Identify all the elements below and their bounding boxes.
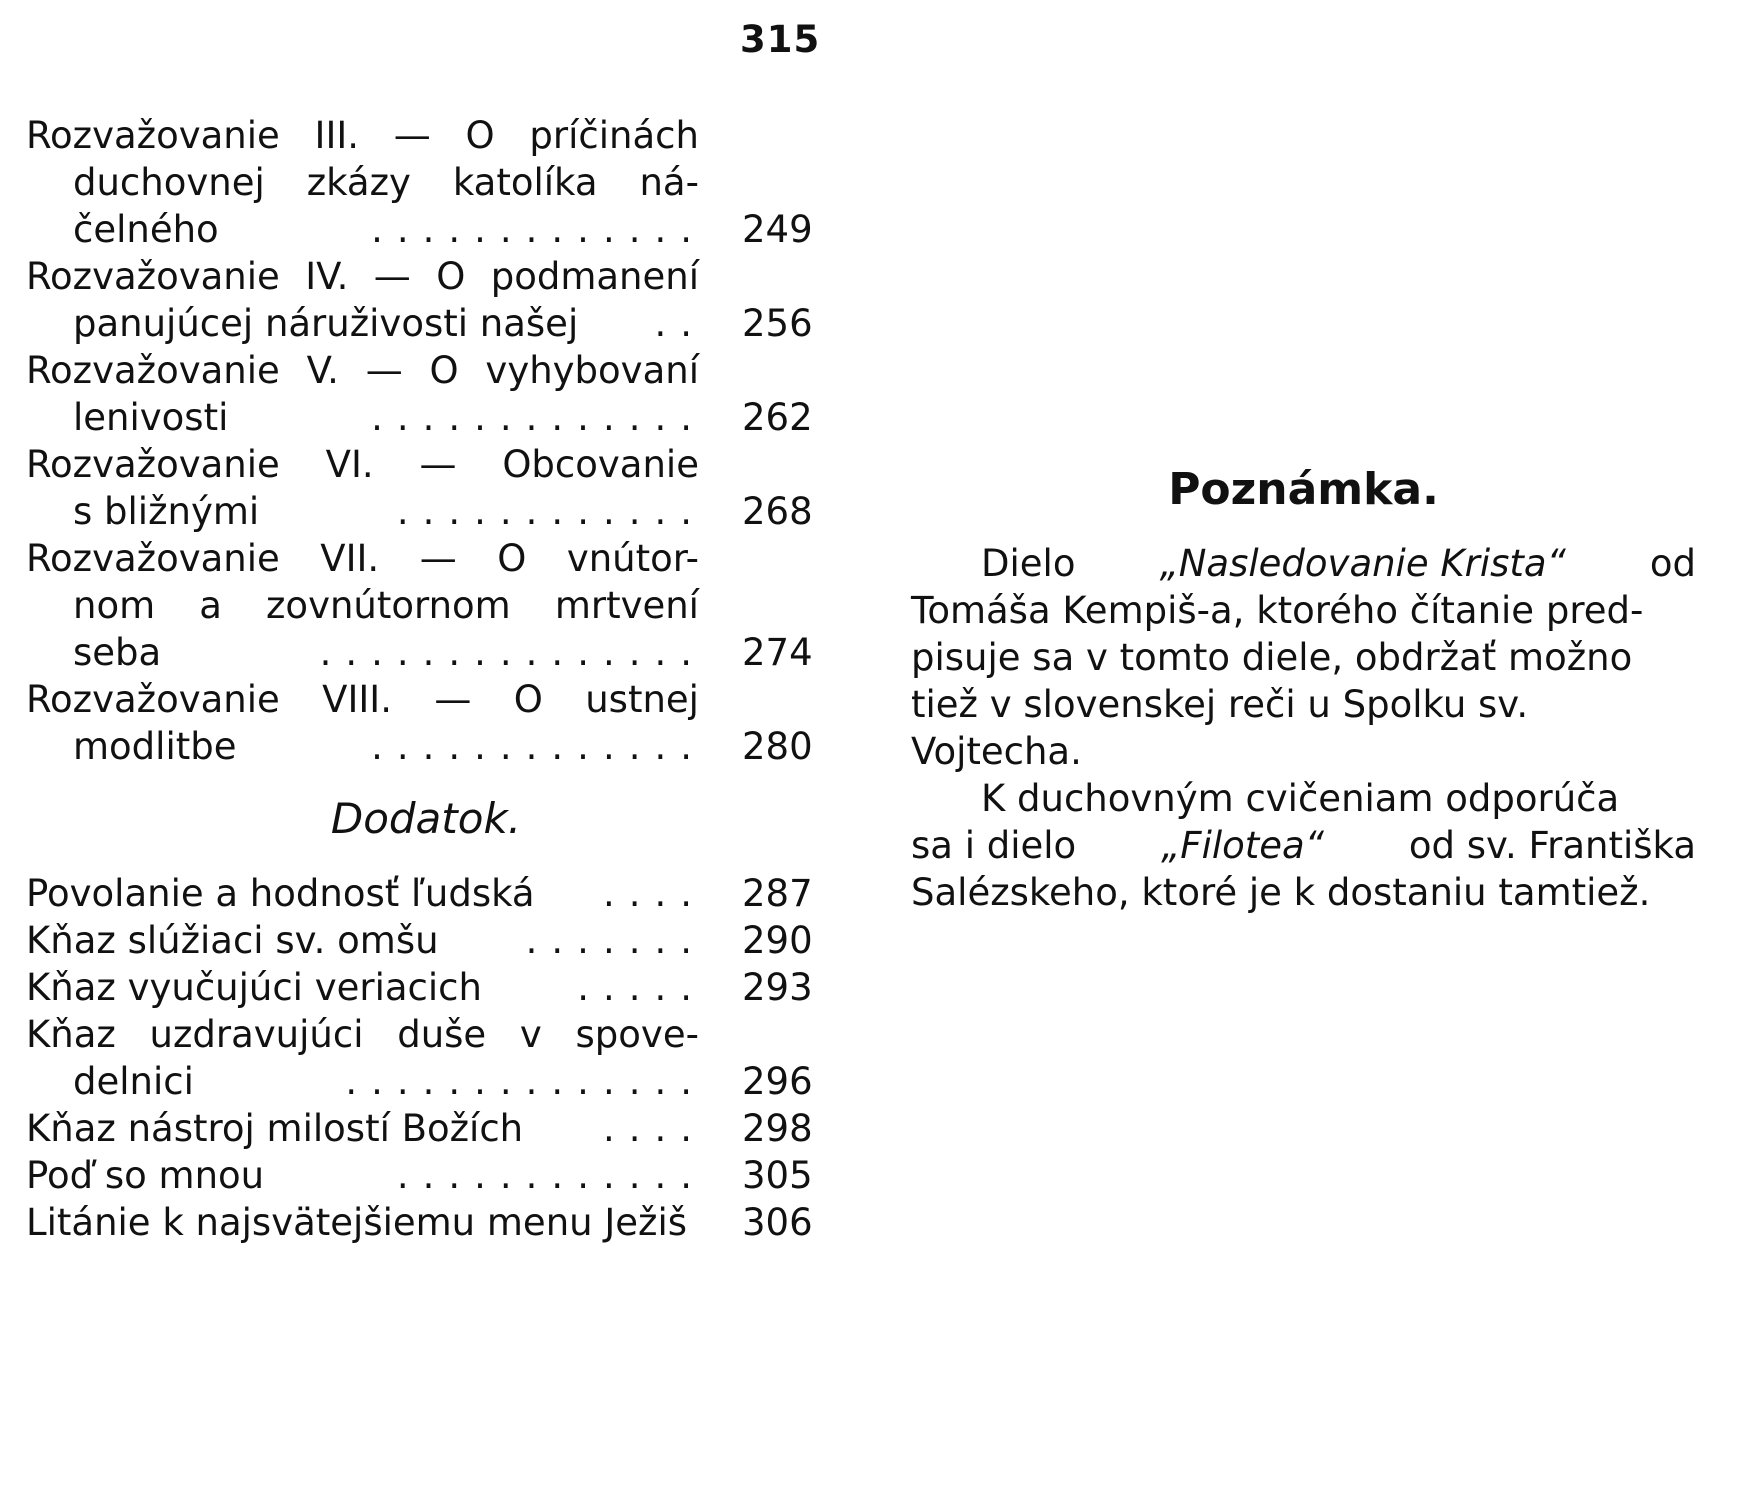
note-line: [911, 775, 1696, 822]
toc-entry: [26, 917, 826, 964]
toc-entry: [26, 535, 826, 676]
toc-entry-line: [26, 676, 826, 723]
toc-entry-text: duchovnej zkázy katolíka ná-: [73, 161, 699, 204]
toc-entry-line: [26, 112, 826, 159]
toc-entry-line: [26, 1011, 826, 1058]
toc-page-number: 249: [742, 208, 813, 251]
note-line: [911, 869, 1696, 916]
toc-entry-text: Rozvažovanie VIII. — O ustnej: [26, 678, 699, 721]
toc-entry: [26, 870, 826, 917]
toc-entry-line: [26, 347, 826, 394]
note-text: sa i dielo: [911, 824, 1077, 867]
note-book-title: „Nasledovanie Krista“: [1159, 542, 1566, 585]
toc-entry-text: Rozvažovanie III. — O príčinách: [26, 114, 699, 157]
toc-entry-text: seba: [73, 631, 162, 674]
toc-page-number: 280: [742, 725, 813, 768]
toc-entry-line: [26, 1058, 826, 1105]
toc-page-number: 290: [742, 919, 813, 962]
toc-page-number: 306: [742, 1201, 813, 1244]
toc-entry-text: Rozvažovanie VI. — Obcovanie: [26, 443, 699, 486]
note-text: Tomáša Kempiš-a, ktorého čítanie pred-: [911, 589, 1644, 632]
appendix-heading: Dodatok.: [330, 794, 522, 843]
note-book-title: „Filotea“: [1161, 824, 1324, 867]
toc-entry-text: panujúcej náruživosti našej: [73, 302, 579, 345]
dot-leader: .............: [371, 725, 706, 768]
toc-entry: [26, 676, 826, 770]
toc-page-number: 298: [742, 1107, 813, 1150]
note-text: Vojtecha.: [911, 730, 1082, 773]
note-text: Dielo: [981, 542, 1076, 585]
dot-leader: ............: [396, 490, 706, 533]
dot-leader: ............: [396, 1154, 706, 1197]
toc-main-list: [26, 112, 826, 770]
note-text: tiež v slovenskej reči u Spolku sv.: [911, 683, 1529, 726]
page-number: 315: [740, 18, 821, 61]
note-line: [911, 540, 1696, 587]
toc-entry-text: Poď so mnou: [26, 1154, 265, 1197]
dot-leader: .............: [371, 208, 706, 251]
toc-entry-text: nom a zovnútornom mrtvení: [73, 584, 699, 627]
toc-page-number: 262: [742, 396, 813, 439]
toc-entry-line: [26, 253, 826, 300]
note-section: [911, 460, 1696, 916]
toc-entry: [26, 964, 826, 1011]
toc-entry-line: [26, 488, 826, 535]
toc-entry: [26, 1105, 826, 1152]
toc-entry-line: [26, 964, 826, 1011]
toc-entry-line: [26, 723, 826, 770]
toc-entry-line: [26, 1199, 826, 1246]
toc-entry-line: [26, 206, 826, 253]
toc-page-number: 256: [742, 302, 813, 345]
toc-entry-text: Povolanie a hodnosť ľudská: [26, 872, 535, 915]
toc-entry-line: [26, 870, 826, 917]
toc-entry-line: [26, 441, 826, 488]
note-text: od: [1649, 542, 1696, 585]
toc-appendix-list: [26, 870, 826, 1246]
note-line: [911, 634, 1696, 681]
toc-page-number: 287: [742, 872, 813, 915]
toc-entry-text: delnici: [73, 1060, 194, 1103]
dot-leader: ..: [654, 302, 706, 345]
note-title: Poznámka.: [1168, 464, 1439, 515]
toc-entry-line: [26, 535, 826, 582]
toc-entry-line: [26, 917, 826, 964]
toc-entry-text: Kňaz vyučujúci veriacich: [26, 966, 482, 1009]
toc-entry: [26, 112, 826, 253]
toc-entry: [26, 347, 826, 441]
toc-entry-text: modlitbe: [73, 725, 237, 768]
toc-entry: [26, 253, 826, 347]
toc-entry-line: [26, 629, 826, 676]
toc-entry-text: Kňaz nástroj milostí Božích: [26, 1107, 524, 1150]
toc-entry: [26, 441, 826, 535]
toc-entry: [26, 1199, 826, 1246]
toc-entry-line: [26, 1105, 826, 1152]
toc-entry-text: Litánie k najsvätejšiemu menu Ježiš: [26, 1201, 688, 1244]
note-line: [911, 822, 1696, 869]
toc-page-number: 274: [742, 631, 813, 674]
note-line: [911, 587, 1696, 634]
dot-leader: .............: [371, 396, 706, 439]
note-text: K duchovným cvičeniam odporúča: [981, 777, 1620, 820]
toc-entry-line: [26, 1152, 826, 1199]
dot-leader: ...............: [319, 631, 706, 674]
toc-entry-line: [26, 300, 826, 347]
dot-leader: .....: [577, 966, 706, 1009]
toc-entry-line: [26, 394, 826, 441]
toc-page-number: 296: [742, 1060, 813, 1103]
dot-leader: .......: [525, 919, 706, 962]
table-of-contents: [26, 112, 826, 1246]
dot-leader: ..............: [345, 1060, 706, 1103]
note-line: [911, 728, 1696, 775]
toc-page-number: 268: [742, 490, 813, 533]
toc-entry-text: lenivosti: [73, 396, 229, 439]
note-line: [911, 681, 1696, 728]
toc-entry-text: Rozvažovanie V. — O vyhybovaní: [26, 349, 699, 392]
note-text: Salézskeho, ktoré je k dostaniu tamtiež.: [911, 871, 1651, 914]
toc-entry-text: Kňaz slúžiaci sv. omšu: [26, 919, 439, 962]
note-text: pisuje sa v tomto diele, obdržať možno: [911, 636, 1633, 679]
toc-entry-line: [26, 159, 826, 206]
note-text: od sv. Františka: [1408, 824, 1696, 867]
toc-entry-line: [26, 582, 826, 629]
toc-entry-text: s bližnými: [73, 490, 260, 533]
toc-entry: [26, 1011, 826, 1105]
toc-entry-text: čelného: [73, 208, 219, 251]
toc-page-number: 305: [742, 1154, 813, 1197]
toc-entry-text: Rozvažovanie VII. — O vnútor-: [26, 537, 699, 580]
toc-entry-text: Rozvažovanie IV. — O podmanení: [26, 255, 699, 298]
toc-entry-text: Kňaz uzdravujúci duše v spove-: [26, 1013, 699, 1056]
dot-leader: ....: [602, 1107, 706, 1150]
toc-entry: [26, 1152, 826, 1199]
toc-page-number: 293: [742, 966, 813, 1009]
dot-leader: ....: [602, 872, 706, 915]
